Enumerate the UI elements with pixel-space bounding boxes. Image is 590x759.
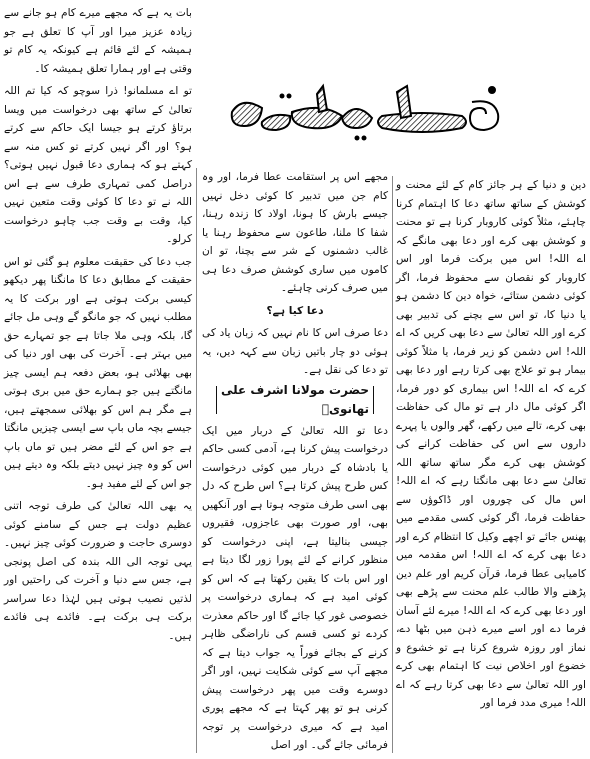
middle-column	[202, 168, 388, 759]
left-column	[4, 4, 192, 649]
right-column	[396, 176, 586, 717]
paragraph: بات یہ ہے کہ مجھے میرے کام ہو جانے سے زیادہ عزیز میرا اور آپ کا تعلق ہے جو ہمیشہ کے لئے قائم ہے کیونکہ یہ کام تو وقتی ہے اور ہمارا تعلق ہمیشہ کا۔	[4, 7, 192, 75]
title-text: دعا کی اہمیت	[372, 146, 379, 147]
paragraph: یہ بھی اللہ تعالیٰ کی طرف توجہ اتنی عظیم دولت ہے جس کے سامنے کوئی دوسری حاجت و ضرورت کوئی چیز نہیں۔ یہی توجہ الی اللہ بندہ کی اصل پونجی ہے، جس سے دنیا و آخرت کی راحتیں اور لذتیں نصیب ہوتی ہیں لہٰذا دعا سراسر برکت ہی برکت ہے۔ فائدے ہی فائدے ہیں۔	[4, 500, 192, 642]
paragraph: تو اے مسلمانو! ذرا سوچو کہ کیا تم اللہ تعالیٰ کے ساتھ بھی درخواست میں ویسا برتاؤ کرتے ہو جیسا ایک حاکم سے کرتے ہو؟ اور اگر نہیں کرتے تو کس منہ سے کہتے ہو کہ ہماری دعا قبول نہیں ہوتی؟ دراصل کمی تمہاری طرف سے ہے اس اللہ نے تو دعا کا کوئی وقت متعین نہیں کیا، وقت بے وقت جب چاہو درخواست کرلو۔	[4, 85, 192, 245]
paragraph: دین و دنیا کے ہر جائز کام کے لئے محنت و کوشش کے ساتھ ساتھ دعا کا اہتمام کرنا چاہئے، مثلاً کوئی کاروبار کرنا ہے تو محنت و کوشش بھی کرے اور دعا بھی مانگے کہ اے اللہ! اس میں برکت فرما اور اس کاروبار کو نقصان سے محفوظ فرما، اگر کوئی دشمن ستائے، خواہ دین کا دشمن ہو یا دنیا کا، تو اس سے بچنے کی تدبیر بھی کرے اور اللہ تعالیٰ سے دعا بھی کریں کہ اے اللہ! اس دشمن کو زیر فرما، یا مثلاً کوئی بیمار ہو تو علاج بھی کرتا رہے اور دعا بھی کرے کہ اے اللہ! اس بیماری کو دور فرما، اگر کوئی مال دار ہے تو مال کی حفاظت بھی کرے، تالے میں رکھے، گھر والوں یا پہرے داروں سے اس کی حفاظت کرانے کی کوشش بھی کرے مگر ساتھ ساتھ اللہ تعالیٰ سے دعا بھی مانگتا رہے کہ اے اللہ! اس مال کی چوروں اور ڈاکوؤں سے حفاظت فرما، اگر کوئی کسی مقدمے میں پھنس جائے تو اچھے وکیل کا انتظام کرے اور دعا بھی کرے کہ اے اللہ! اس مقدمہ میں کامیابی عطا فرما، قرآن کریم اور علم دین پڑھنے والا طالب علم محنت سے پڑھے بھی اور دعا بھی کرے کہ اے اللہ! میرے لئے آسان فرما دے اور اسے میرے ذہن میں بٹھا دے، نماز اور روزہ شروع کرنا ہے تو خشوع و خضوع اور اخلاص نیت کا اہتمام بھی کرے اور اللہ تعالیٰ سے دعا بھی کرتا رہے کہ اے اللہ! میری مدد فرما اور	[396, 179, 586, 709]
paragraph: دعا تو اللہ تعالیٰ کے دربار میں ایک درخواست پیش کرنا ہے، آدمی کسی حاکم یا بادشاہ کے دربار میں کوئی درخواست کس طرح پیش کرتا ہے؟ اس طرح کہ دل بھی اسی طرف متوجہ ہوتا ہے اور آنکھیں بھی، اور صورت بھی عاجزوں، فقیروں جیسی بنالیتا ہے، اپنی درخواست کو منظور کرانے کے لئے پورا زور لگا دیتا ہے اور اس بات کا یقین رکھتا ہے کہ اس کو کوئی امید ہے کہ ہماری درخواست پر خصوصی غور کیا جائے گا اور حاکم معذرت کردے تو کسی قسم کی ناراضگی ظاہر کرنے کے بجائے فوراً یہ جواب دیتا ہے کہ مجھے آپ سے کوئی شکایت نہیں، اور اگر دوسرے وقت میں پھر درخواست پیش کرنی ہو تو پھر کہتا ہے کہ مجھے پوری امید ہے کہ میری درخواست پر توجہ فرمائی جائے گی۔ اور اصل	[202, 424, 388, 751]
paragraph: دعا صرف اس کا نام نہیں کہ زبان یاد کی ہوئی دو چار باتیں زبان سے کہہ دیں، یہ تو دعا کی نقل ہے۔	[202, 327, 388, 376]
author-byline-box	[216, 383, 374, 416]
column-divider	[392, 176, 393, 753]
article-title	[222, 82, 522, 148]
section-heading: دعا کیا ہے؟	[266, 304, 324, 317]
author-name: حضرت مولانا اشرف علی تھانویؒ	[217, 381, 373, 418]
paragraph: جب دعا کی حقیقت معلوم ہو گئی تو اس حقیقت کے مطابق دعا کا مانگنا پھر دیکھو کیسی برکت ہوتی ہے اور برکت کا یہ مطلب نہیں کہ جو مانگو گے وہی مل جائے گا، بلکہ وہی ملا جاتا ہے جو تمہارے حق میں بہتر ہے۔ آخرت کی بھی اور دنیا کی بھی بھلائی ہو، بعض دفعہ ہم ایسی چیز مانگتے ہیں جو ہمارے حق میں بری ہوتی ہے مگر ہم اس کو بھلائی سمجھتے ہیں، جیسے بچہ ماں باپ سے ایسی چیزیں مانگتا ہے جو اس کے لئے مضر ہیں تو ماں باپ اس کو وہ چیز نہیں دیتے بلکہ وہ دیتے ہیں جو اس کے لئے مفید ہو۔	[4, 255, 192, 490]
column-divider	[196, 168, 197, 753]
title-calligraphy-graphic	[222, 82, 522, 148]
paragraph: مجھے اس پر استقامت عطا فرما، اور وہ کام جن میں تدبیر کا کوئی دخل نہیں جیسے بارش کا ہونا، اولاد کا زندہ رہنا، شفا کا ملنا، طاعون سے محفوظ رہنا یا غالب دشمنوں کے شر سے بچنا، تو ان کاموں میں ساری کوشش صرف دعا ہی میں صرف کرنی چاہئے۔	[202, 171, 388, 294]
